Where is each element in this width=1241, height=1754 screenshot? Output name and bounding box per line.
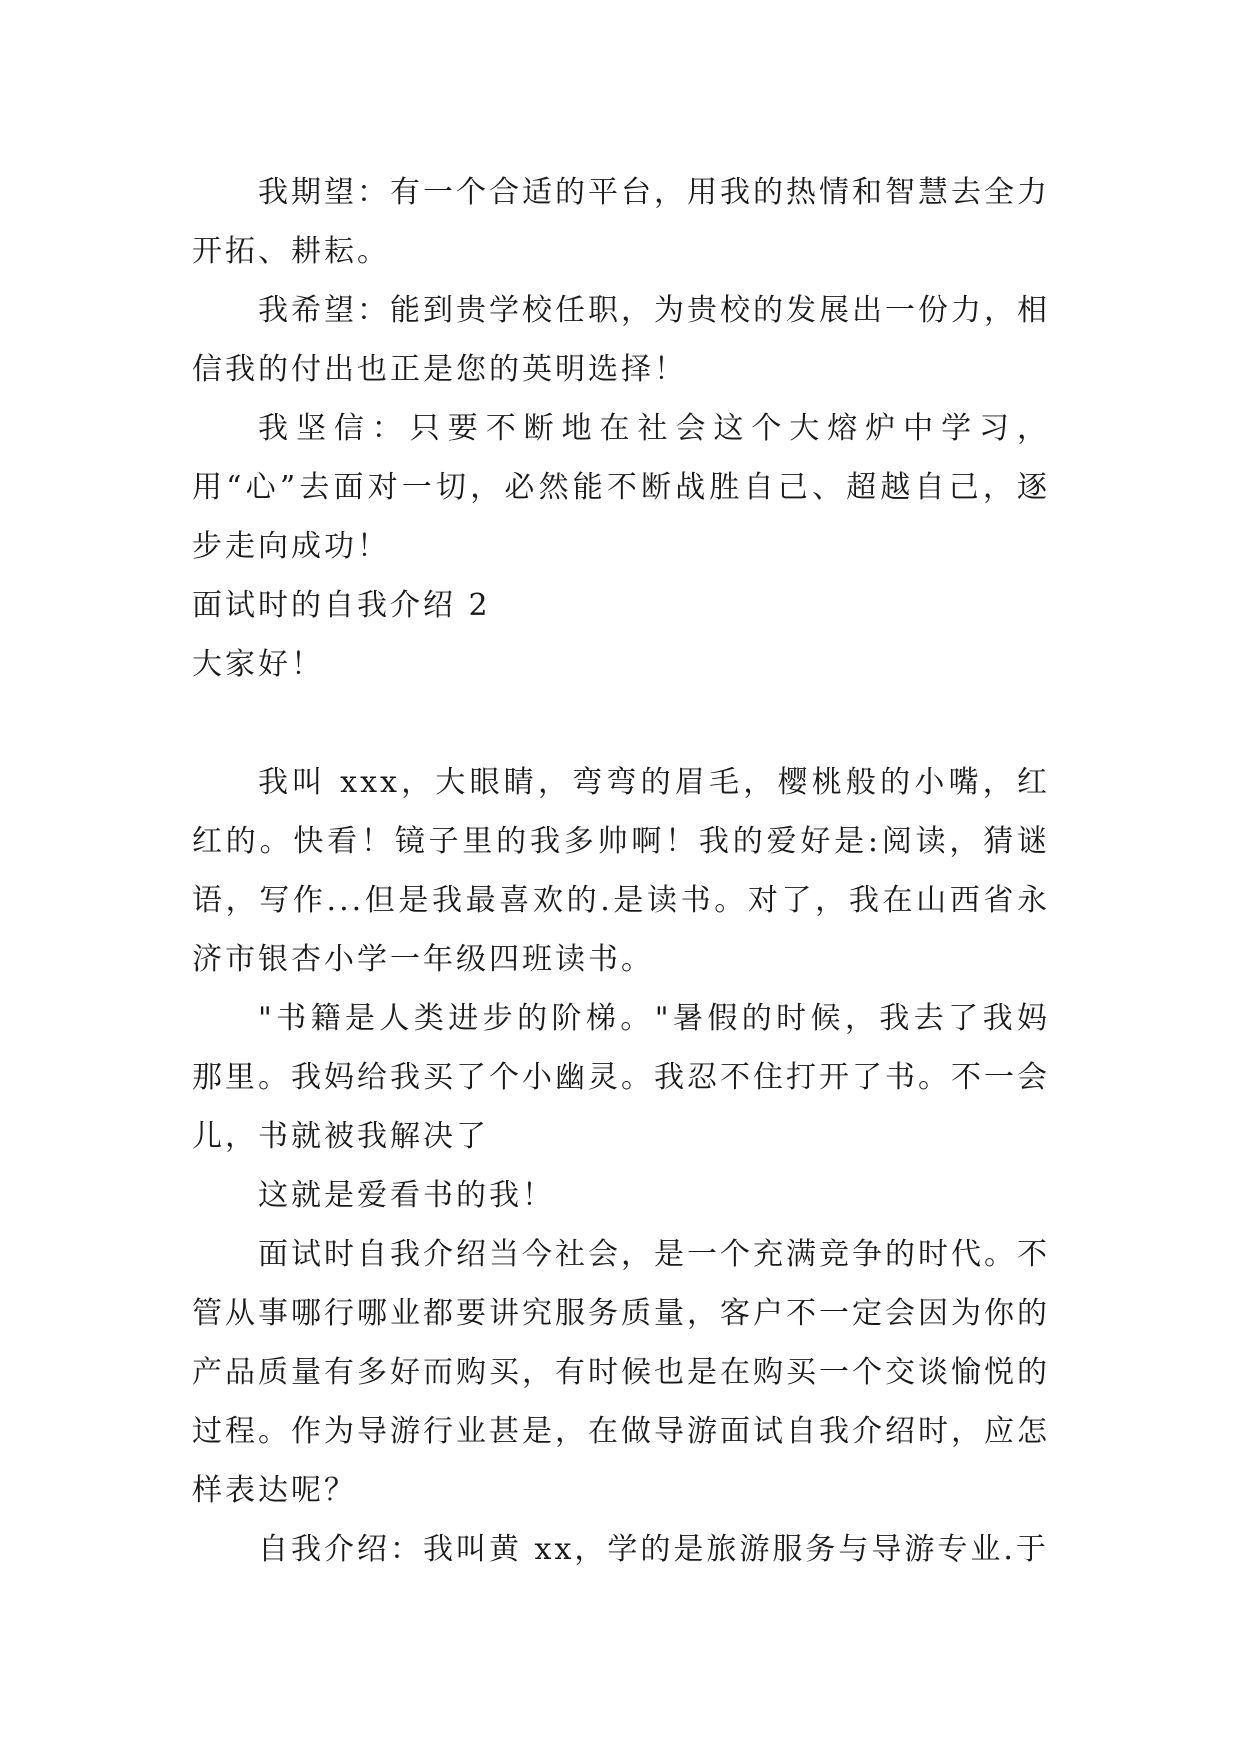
blank-line	[192, 694, 1050, 753]
paragraph-self-description: 我叫 xxx，大眼睛，弯弯的眉毛，樱桃般的小嘴，红红的。快看！镜子里的我多帅啊！我的爱好是:阅读，猜谜语，写作...但是我最喜欢的.是读书。对了，我在山西省永济市银杏小学一年级四班读书。	[192, 765, 1050, 977]
paragraph-interview-intro: 面试时自我介绍当今社会，是一个充满竞争的时代。不管从事哪行哪业都要讲究服务质量，客户不一定会因为你的产品质量有多好而购买，有时候也是在购买一个交谈愉悦的过程。作为导游行业甚是，在做导游面试自我介绍时，应怎样表达呢？	[192, 1237, 1050, 1508]
paragraph-book-lover: 这就是爱看书的我！	[258, 1178, 555, 1213]
paragraph-books: "书籍是人类进步的阶梯。"暑假的时候，我去了我妈那里。我妈给我买了个小幽灵。我忍不住打开了书。不一会儿，书就被我解决了	[192, 1001, 1050, 1154]
section-title: 面试时的自我介绍 2	[192, 588, 491, 623]
document-body	[192, 163, 1050, 1579]
paragraph-expectation: 我期望：有一个合适的平台，用我的热情和智慧去全力开拓、耕耘。	[192, 175, 1050, 269]
paragraph-tour-guide-intro: 自我介绍：我叫黄 xx，学的是旅游服务与导游专业.于	[258, 1532, 1049, 1567]
paragraph-hope: 我希望：能到贵学校任职，为贵校的发展出一份力，相信我的付出也正是您的英明选择！	[192, 293, 1050, 387]
greeting-line: 大家好！	[192, 647, 324, 682]
paragraph-belief: 我坚信：只要不断地在社会这个大熔炉中学习，用“心”去面对一切，必然能不断战胜自己、超越自己，逐步走向成功！	[192, 411, 1050, 564]
